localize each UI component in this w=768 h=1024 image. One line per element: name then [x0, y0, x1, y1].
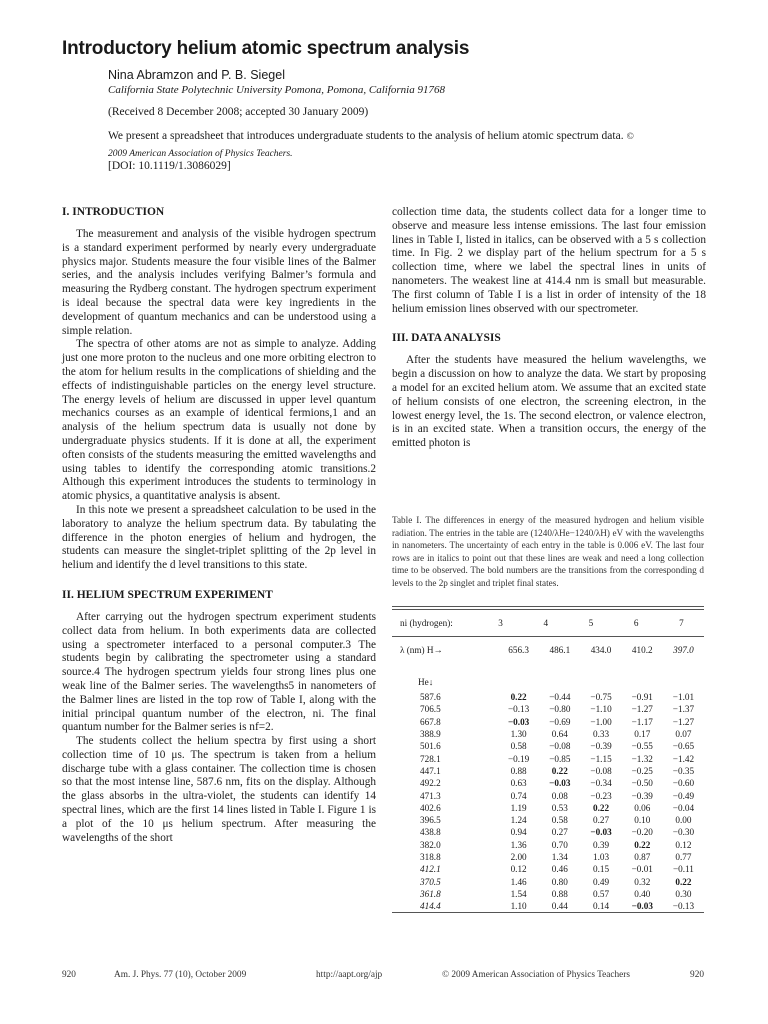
energy-difference-cell: 0.80 — [551, 876, 568, 887]
energy-difference-cell: 0.88 — [510, 765, 527, 776]
energy-difference-cell: 0.06 — [634, 802, 651, 813]
lambda-value: 486.1 — [549, 645, 571, 655]
energy-difference-cell: −0.44 — [549, 692, 571, 703]
energy-difference-cell: 0.57 — [593, 888, 610, 899]
energy-difference-cell: −0.19 — [507, 753, 530, 764]
energy-difference-cell: 1.30 — [510, 729, 527, 740]
energy-difference-cell: −0.08 — [590, 765, 612, 776]
energy-difference-cell: −0.39 — [631, 790, 653, 801]
table-row — [392, 691, 704, 703]
he-wavelength: 318.8 — [420, 852, 441, 862]
energy-difference-cell: −0.55 — [631, 741, 653, 752]
section-heading-data-analysis: III. DATA ANALYSIS — [392, 332, 501, 345]
abstract — [108, 128, 648, 162]
energy-difference-cell: 0.94 — [510, 827, 527, 838]
he-wavelength: 667.8 — [420, 716, 441, 727]
ni-value: 5 — [588, 618, 594, 628]
energy-difference-table — [392, 606, 704, 913]
table-row — [392, 752, 704, 764]
helium-paragraph: The students collect the helium spectra by first using a short collection time of 10 μs. The spectrum is taken from a helium discharge tube with a glass container. The collection time is chosen so that the most intense line, 587.6 nm, fits on the display. Although the glass absorbs in the ultra-violet, the students can identify 14 spectral lines, which are the first 14 lines listed in Table I. Figure 1 is a plot of the 10 μs helium spectrum. After measuring the wavelengths of the short — [62, 735, 376, 844]
he-wavelength: 447.1 — [420, 765, 441, 776]
table-row — [392, 703, 704, 715]
lambda-value: 397.0 — [673, 645, 694, 655]
energy-difference-cell: 0.63 — [510, 778, 527, 789]
energy-difference-cell: 0.58 — [510, 741, 527, 752]
energy-difference-cell: −1.01 — [672, 692, 695, 703]
energy-difference-cell: 0.10 — [634, 815, 651, 826]
energy-difference-cell: 1.03 — [593, 852, 610, 862]
energy-difference-cell: 1.34 — [551, 852, 568, 862]
he-wavelength: 501.6 — [420, 741, 441, 752]
table-row — [392, 900, 704, 912]
intro-paragraph: The measurement and analysis of the visible hydrogen spectrum is a standard experiment performed by nearly every undergraduate physics major. Students measure the four visible lines of the Balmer series, and the analysis includes verifying Balmer’s formula and measuring the Rydberg constant. The hydrogen spectrum experiment is ideal because the spectral data were key ingredients in the development of quantum mechanics and can be understood using a simple relation. — [62, 228, 376, 337]
he-wavelength: 492.2 — [420, 778, 441, 789]
table-row — [392, 802, 704, 814]
energy-difference-cell: −1.27 — [672, 716, 695, 727]
table-caption: Table I. The differences in energy of the measured hydrogen and helium visible radiation. The entries in the table are (1240/λHe−1240/λH) eV with the wavelengths in nanometers. The uncertainty of each entry in the table is 0.006 eV. The last four rows are in italics to point out that these lines are weak and need a long collection time to be observed. The bold numbers are the transitions from the corresponding d levels to the 2p singlet and triplet final states. — [392, 515, 704, 588]
energy-difference-cell: −0.25 — [631, 765, 653, 776]
table-row — [392, 839, 704, 851]
table-row — [392, 826, 704, 838]
energy-difference-cell: 0.27 — [551, 827, 568, 838]
energy-difference-cell: 0.07 — [675, 729, 692, 740]
energy-difference-cell: −1.00 — [590, 716, 612, 727]
energy-difference-cell: 1.54 — [510, 888, 527, 899]
energy-difference-cell: 0.00 — [675, 815, 692, 826]
he-wavelength: 388.9 — [420, 729, 441, 740]
energy-difference-cell: −0.50 — [631, 778, 653, 789]
ni-value: 7 — [679, 618, 684, 628]
helium-paragraph: After carrying out the hydrogen spectrum experiment students collect data from helium. In both experiments data are collected using a spectrometer interfaced to a personal computer.3 The students begin by calibrating the spectrometer using a standard source.4 The hydrogen spectrum yields four strong lines plus one weak line of the Balmer series. The wavelengths5 in nanometers of the Balmer lines are listed in the top row of Table I, along with the initial principal quantum number of the electron, ni. The final quantum number for the Balmer series is nf=2. — [62, 610, 376, 734]
energy-difference-cell: 0.33 — [593, 729, 610, 740]
energy-difference-cell: −0.20 — [631, 827, 653, 838]
energy-difference-cell: 0.22 — [510, 692, 527, 703]
received-dates: (Received 8 December 2008; accepted 30 January 2009) — [108, 106, 369, 118]
table-body — [392, 691, 704, 912]
energy-difference-cell: −0.03 — [590, 827, 612, 838]
energy-difference-cell: −0.65 — [672, 741, 695, 752]
lambda-value: 434.0 — [590, 645, 612, 655]
paper-title: Introductory helium atomic spectrum analysis — [62, 38, 470, 59]
energy-difference-cell: 0.46 — [551, 864, 568, 875]
energy-difference-cell: 0.70 — [551, 839, 568, 850]
energy-difference-cell: 0.49 — [593, 876, 610, 887]
lambda-value: 410.2 — [631, 645, 653, 655]
he-wavelength: 587.6 — [420, 692, 441, 703]
energy-difference-cell: 0.14 — [593, 901, 610, 912]
he-wavelength: 414.4 — [420, 901, 441, 912]
he-wavelength: 382.0 — [420, 839, 441, 850]
analysis-paragraph: After the students have measured the helium wavelengths, we begin a discussion on how to analyze the data. We start by proposing a model for an excited helium atom. We assume that an excited state of helium consists of one electron, the screening electron, in the lowest energy level, the 1s. The second electron, or valence electron, is in an excited state. When a transition occurs, the energy of the emitted photon is — [392, 354, 706, 450]
energy-difference-cell: 0.32 — [634, 876, 651, 887]
energy-difference-cell: −1.17 — [631, 716, 653, 727]
he-column-label: He↓ — [418, 677, 434, 687]
energy-difference-cell: 1.10 — [510, 901, 527, 912]
energy-difference-cell: −0.13 — [507, 704, 530, 715]
intro-paragraph: The spectra of other atoms are not as simple to analyze. Adding just one more proton to the nucleus and one more orbiting electron to the atom for helium results in the complications of shielding and the effects of indistinguishable particles on the energy level structure. The energy levels of helium are discussed in upper level quantum mechanics courses as an example of identical fermions,1 and an analysis of the helium spectrum data is usually not done by undergraduate physics students. If it is done at all, the experiment often consists of the students measuring the emitted wavelengths and using tables to identify the corresponding atomic transitions.2 Although this experiment introduces the students to terminology in atomic physics, a quantitative analysis is absent. — [62, 338, 376, 503]
energy-difference-cell: 0.27 — [593, 815, 610, 826]
energy-difference-cell: −0.03 — [507, 716, 530, 727]
doi-link[interactable]: [DOI: 10.1119/1.3086029] — [108, 160, 231, 172]
energy-difference-cell: 0.22 — [675, 876, 692, 887]
he-wavelength: 438.8 — [420, 827, 441, 838]
energy-difference-cell: 0.17 — [634, 729, 651, 740]
energy-difference-cell: −0.13 — [672, 901, 695, 912]
abstract-copyright: © 2009 American Association of Physics Teachers. — [108, 132, 634, 159]
ni-value: 4 — [543, 618, 549, 628]
authors: Nina Abramzon and P. B. Siegel — [108, 68, 285, 82]
table-row — [392, 875, 704, 887]
energy-difference-cell: −1.15 — [590, 753, 612, 764]
footer-page-left: 920 — [62, 970, 76, 980]
energy-difference-cell: −0.35 — [672, 765, 695, 776]
ni-value: 3 — [498, 618, 503, 628]
energy-difference-cell: 1.19 — [510, 802, 527, 813]
lambda-value: 656.3 — [508, 645, 529, 655]
energy-difference-cell: 0.22 — [593, 802, 610, 813]
energy-difference-cell: −0.04 — [672, 802, 695, 813]
energy-difference-cell: 0.39 — [593, 839, 610, 850]
energy-difference-cell: −0.01 — [631, 864, 653, 875]
footer-journal: Am. J. Phys. 77 (10), October 2009 — [114, 970, 247, 980]
energy-difference-cell: −0.30 — [672, 827, 695, 838]
ni-value: 6 — [633, 618, 639, 628]
energy-difference-cell: 0.64 — [551, 729, 568, 740]
energy-difference-cell: 1.46 — [510, 876, 527, 887]
energy-difference-cell: 0.22 — [551, 765, 568, 776]
energy-difference-cell: −1.27 — [631, 704, 653, 715]
affiliation: California State Polytechnic University Pomona, Pomona, California 91768 — [108, 84, 445, 96]
he-wavelength: 706.5 — [420, 704, 441, 715]
table-row — [392, 728, 704, 740]
ni-row-label: ni (hydrogen): — [400, 618, 453, 628]
energy-difference-cell: 0.77 — [675, 852, 692, 862]
continued-paragraph: collection time data, the students collect data for a longer time to observe and measure less intense emissions. The last four emission lines in Table I, listed in italics, can be observed with a 5 s collection time. In Fig. 2 we display part of the helium spectrum for a 5 s collection time, where we label the spectral lines in units of nanometers. The weakest line at 414.4 nm is small but measurable. The first column of Table I is a list in order of intensity of the 18 helium emission lines observed with our spectrometer. — [392, 206, 706, 315]
energy-difference-cell: 0.08 — [551, 790, 568, 801]
energy-difference-cell: 2.00 — [510, 852, 527, 862]
energy-difference-cell: 0.15 — [593, 864, 610, 875]
energy-difference-cell: 1.36 — [510, 839, 527, 850]
he-wavelength: 412.1 — [420, 864, 441, 875]
energy-difference-cell: −0.08 — [549, 741, 571, 752]
energy-difference-cell: −0.60 — [672, 778, 695, 789]
energy-difference-cell: −0.39 — [590, 741, 612, 752]
energy-difference-cell: −1.32 — [631, 753, 653, 764]
he-wavelength: 471.3 — [420, 790, 441, 801]
left-column — [62, 206, 376, 845]
energy-difference-cell: −0.69 — [549, 716, 571, 727]
energy-difference-cell: −0.80 — [549, 704, 571, 715]
energy-difference-cell: 0.22 — [634, 839, 651, 850]
footer-page-right: 920 — [690, 970, 704, 980]
table-row — [392, 888, 704, 900]
energy-difference-cell: −0.85 — [549, 753, 571, 764]
energy-difference-cell: 0.74 — [510, 790, 527, 801]
energy-difference-cell: −0.49 — [672, 790, 695, 801]
energy-difference-cell: −0.75 — [590, 692, 612, 703]
energy-difference-cell: 0.88 — [551, 888, 568, 899]
table-row — [392, 789, 704, 801]
energy-difference-cell: 0.53 — [551, 802, 568, 813]
energy-difference-cell: 0.87 — [634, 852, 651, 862]
he-wavelength: 728.1 — [420, 753, 441, 764]
section-heading-helium-experiment: II. HELIUM SPECTRUM EXPERIMENT — [62, 588, 273, 601]
table-row — [392, 777, 704, 789]
table-row — [392, 863, 704, 875]
table-row — [392, 765, 704, 777]
table-row — [392, 740, 704, 752]
energy-difference-cell: −1.10 — [590, 704, 612, 715]
energy-difference-cell: 1.24 — [510, 815, 527, 826]
abstract-text: We present a spreadsheet that introduces undergraduate students to the analysis of helium atomic spectrum data. — [108, 130, 624, 142]
he-wavelength: 396.5 — [420, 815, 441, 826]
energy-difference-cell: 0.30 — [675, 888, 692, 899]
energy-difference-cell: −0.11 — [672, 864, 694, 875]
right-column — [392, 206, 706, 451]
footer-copyright: © 2009 American Association of Physics Teachers — [442, 970, 631, 980]
he-wavelength: 402.6 — [420, 802, 441, 813]
section-heading-introduction: I. INTRODUCTION — [62, 206, 165, 218]
energy-difference-cell: 0.58 — [551, 815, 568, 826]
energy-difference-cell: −1.37 — [672, 704, 695, 715]
intro-paragraph: In this note we present a spreadsheet calculation to be used in the laboratory to analyze the helium spectrum data. By tabulating the difference in the photon energies of helium and hydrogen, the students can measure the singlet-triplet splitting of the 2p level in helium and identify the d level transitions to this state. — [62, 503, 376, 572]
energy-difference-cell: 0.12 — [510, 864, 527, 875]
table-row — [392, 851, 704, 863]
energy-difference-cell: 0.44 — [551, 901, 568, 912]
table-row — [392, 716, 704, 728]
energy-difference-cell: −0.34 — [590, 778, 612, 789]
he-wavelength: 370.5 — [420, 876, 441, 887]
energy-difference-cell: −0.03 — [631, 901, 653, 912]
energy-difference-cell: 0.12 — [675, 839, 692, 850]
energy-difference-cell: −0.91 — [631, 692, 653, 703]
energy-difference-cell: −1.42 — [672, 753, 695, 764]
footer-url[interactable]: http://aapt.org/ajp — [316, 970, 383, 980]
energy-difference-cell: −0.23 — [590, 790, 612, 801]
he-wavelength: 361.8 — [420, 888, 441, 899]
table-row — [392, 814, 704, 826]
lambda-row-label: λ (nm) H→ — [400, 645, 443, 655]
energy-difference-cell: −0.03 — [549, 778, 571, 789]
energy-difference-cell: 0.40 — [634, 888, 651, 899]
